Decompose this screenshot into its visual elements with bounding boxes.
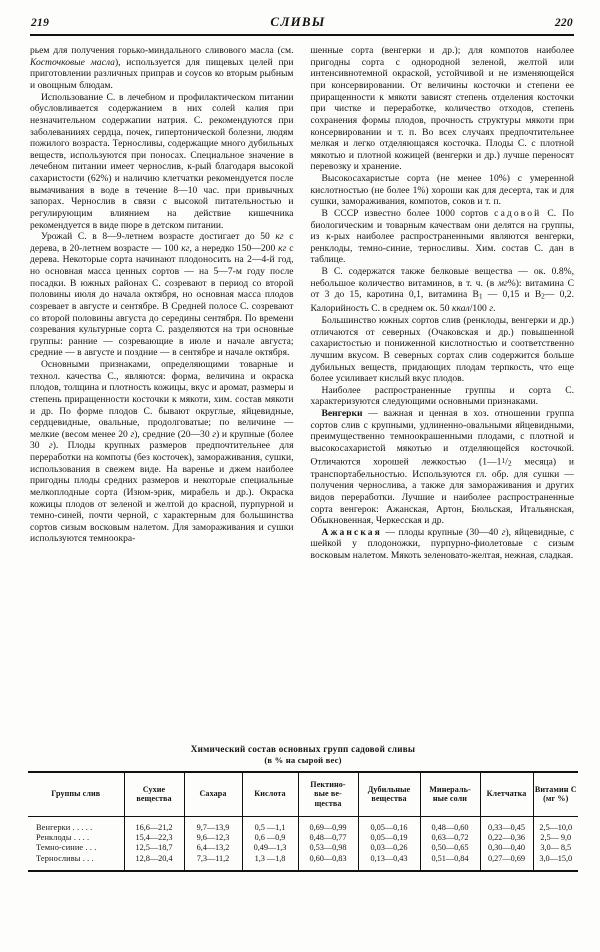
row-label: Ренклоды . . . . xyxy=(28,833,124,843)
col-header-sugars: Сахара xyxy=(184,772,242,816)
cell: 0,50—0,65 xyxy=(420,843,480,853)
row-label: Темно-синие . . . xyxy=(28,843,124,853)
col-header-vitamin-c: Витамин С (мг %) xyxy=(533,772,578,816)
paragraph: Наиболее распространенные группы и сорта С. характеризуются следующими основными признаками. xyxy=(310,384,574,408)
cell: 15,4—22,3 xyxy=(124,833,184,843)
cell: 0,48—0,60 xyxy=(420,816,480,833)
col-header-tannins: Дубильные вещества xyxy=(358,772,420,816)
paragraph: Урожай С. в 8—9-летнем возрасте достигает до 50 кг с дерева, в 20-летнем возрасте — 100 кг, а нередко 150—200 кг с дерева. Некоторые сорта начинают плодоносить на 2—4-й год, но основная масса ценных сортов — на 5—7-м году после посадки. В южных районах С. созревают в период со второй половины июля до начала октября, но основная масса плодов созревает в августе и сентябре. В Средней полосе С. созревают со второй половины августа до середины сентября. По времени созревания культурные сорта С. разделяются на три основные группы: ранние — созревающие в июле и начале августа; средние — в августе и поздние — в сентябре и начале октября. xyxy=(30,231,294,359)
cell: 0,27—0,69 xyxy=(480,854,533,871)
cell: 1,3 —1,8 xyxy=(242,854,298,871)
table-subtitle: (в % на сырой вес) xyxy=(264,755,342,766)
cell: 0,33—0,45 xyxy=(480,816,533,833)
folio-left: 219 xyxy=(31,17,50,29)
paragraph: Использование С. в лечебном и профилактическом питании обусловливается содержанием в них солей калия при незначительном содержапии натрия. С. рекомендуются при заболеванииях сердца, почек, гипертонической болезни, людям пожилого возраста. Терносливы, содержащие много дубильных веществ, используются при поносах. Специальное значение в лечебном питании имеет чернослив, к-рый благодаря высокой сахаристости (62%) и наличию клетчатки рекомендуется после вымачивания в воде в течение 8—10 час. при привычных запорах. Чернослив в связи с высокой питательностью и регулирующим влиянием на действие кишечника рекомендуется в виде пюре в детском питании. xyxy=(30,91,294,231)
right-column xyxy=(311,45,575,562)
paragraph: Высокосахаристые сорта (не менее 10%) с умеренной кислотностью (не более 1%) хороши как для десерта, так и для сушки, замораживания, компотов, соков и т. п. xyxy=(310,173,574,208)
col-header-group: Группы слив xyxy=(28,772,124,816)
col-header-fiber: Клетчатка xyxy=(480,772,533,816)
cross-reference: Косточковые масла xyxy=(30,56,115,68)
table-row xyxy=(28,833,578,843)
cell: 6,4—13,2 xyxy=(184,843,242,853)
cell: 0,30—0,40 xyxy=(480,843,533,853)
paragraph: шенные сорта (венгерки и др.); для компотов наиболее пригодны сорта с однородной зеленой, желтой или интенсивнотемной окраской, устойчивой и не изменяющейся при консервировании. От величины косточки и степени ее приращенности к мякоти зависят степень отделения косточки при чистке и переработке, количество отходов, степень сохранения формы плодов, прочность структуры мякоти при консервировании и т. п. Во всех случаях предпочтительнее мелкая и легко отделяющаяся косточка. Плоды С. с плотной мякотью и плотной кожицей (венгерки и др.) лучше переносят перевозку и хранение. xyxy=(310,45,574,173)
table-row xyxy=(28,816,578,833)
folio-right: 220 xyxy=(554,17,573,29)
cell: 0,60—0,83 xyxy=(298,854,358,871)
cell: 0,05—0,19 xyxy=(358,833,420,843)
cell: 16,6—21,2 xyxy=(124,816,184,833)
paragraph: Венгерки — важная и ценная в хоз. отношении группа сортов слив с крупными, удлиненно-овальными яйцевидными, преимущественно темноокрашенными плодами, с плотной и высокосахаристой мякотью и отделяющейся косточкой. Отличаются хорошей лежкостью (1—11/2 месяца) и транспортабельностью. Используются гл. обр. для сушки — получения чернослива, а также для замораживания и других видов переработки. Лучшие и наиболее распространенные сорта венгерок: Ажанская, Артон, Бюльская, Итальянская, Обыкновенная, Черкесская и др. xyxy=(310,408,574,527)
paragraph: Ажанская — плоды крупные (30—40 г), яйцевидные, с шейкой у плодоножки, пурпурно-фиолетовые с сизым восковым налетом. Мякоть зеленовато-желтая, нежная, сладкая. xyxy=(310,526,574,562)
cell: 0,49—1,3 xyxy=(242,843,298,853)
col-header-minerals: Минераль- ные соли xyxy=(420,772,480,816)
chemical-composition-table xyxy=(28,771,578,872)
cell: 0,6 —0,9 xyxy=(242,833,298,843)
header-rule xyxy=(30,34,574,36)
cell: 0,51—0,84 xyxy=(420,854,480,871)
cell: 2,5— 9,0 xyxy=(540,833,572,842)
paragraph: В С. содержатся также белковые вещества — ок. 0.8%, небольшое количество витаминов, в т. ч. (в мг%): витамина С от 3 до 15, каротина 0,1, витамина $B_1$ — 0,15 и $B_2—$ 0,2. Калорийность С. в среднем ок. 50 ккал/100 г. xyxy=(310,266,575,315)
cell: 0,22—0,36 xyxy=(480,833,533,843)
table-row xyxy=(28,843,578,853)
cell: 9,6—12,3 xyxy=(184,833,242,843)
col-header-acid: Кислота xyxy=(242,772,298,816)
table-title: Химический состав основных групп садовой сливы xyxy=(190,744,416,754)
table-body xyxy=(28,816,578,871)
cell: 0,5 —1,1 xyxy=(242,816,298,833)
cell: 0,63—0,72 xyxy=(420,833,480,843)
cell: 3,0—15,0 xyxy=(539,853,573,863)
row-label: Венгерки . . . . . xyxy=(28,816,124,833)
cell: 0,05—0,16 xyxy=(358,816,420,833)
cell: 9,7—13,9 xyxy=(184,816,242,833)
cell: 0,13—0,43 xyxy=(358,854,420,871)
cell: 0,03—0,26 xyxy=(358,843,420,853)
paragraph: рьем для получения горько-миндального сливового масла (см. Косточковые масла), используется для пищевых целей при приготовлении различных приправ и соусов ко вторым рыбным и овощным блюдам. xyxy=(30,45,294,92)
col-header-pectin: Пектино- вые ве- щества xyxy=(298,772,358,816)
table-header-row xyxy=(28,772,578,816)
left-column xyxy=(30,45,294,545)
cell: 12,5—18,7 xyxy=(124,843,184,853)
cell: 12,8—20,4 xyxy=(124,854,184,871)
col-header-dry-matter: Сухие вещества xyxy=(124,772,184,816)
cell: 0,48—0,77 xyxy=(298,833,358,843)
body-columns xyxy=(30,45,574,562)
cell: 2,5—10,0 xyxy=(539,822,573,832)
cell: 3,0— 8,5 xyxy=(540,843,572,853)
paragraph: В СССР известно более 1000 сортов садовой С. По биологическим и товарным качествам они делятся на группы, из к-рых наиболее распространенными являются венгерки, ренклоды, темно-синие, терносливы. Хим. состав С. дан в таблице. xyxy=(310,207,574,266)
cell: 0,69—0,99 xyxy=(298,816,358,833)
running-head xyxy=(30,14,574,33)
cell: 7,3—11,2 xyxy=(184,854,242,871)
paragraph: Основными признаками, определяющими товарные и технол. качества С., являются: форма, величина и окраска плодов, толщина и плотность кожицы, вкус и аромат, размеры и степень приращенности косточки к мякоти, хим. состав мякоти и др. По форме плодов С. бывают округлые, яйцевидные, сердцевидные, овальные, продолговатые; по величине — мелкие (весом менее 20 г), средние (20—30 г) и крупные (более 30 г). Плоды крупных размеров предпочтительнее для переработки на компоты (без косточек), замораживания, сушки, использования в свежем виде. На варенье и джем наиболее пригодны плоды средних размеров и некоторые специальные мелкоплодные сорта (Изюм-эрик, мирабель и др.). Окраска кожицы плодов от зеленой и желтой до красной, пурпурной и темно-синей, почти черной, с характерным для большинства сортов сизым восковым налетом. Для замораживания и сушки используются темноокра- xyxy=(30,359,294,545)
chemical-composition-table-block xyxy=(28,744,578,872)
page-title: СЛИВЫ xyxy=(270,14,326,29)
cell: 0,53—0,98 xyxy=(298,843,358,853)
table-row xyxy=(28,854,578,871)
row-label: Терносливы . . . xyxy=(28,854,124,871)
paragraph: Большинство южных сортов слив (ренклоды, венгерки и др.) отличаются от северных (Очаковская и др.) повышенной сахаристостью и пониженной кислотностью и соответственно лучшим вкусом. В северных сортах слив содержится больше дубильных веществ, придающих плодам терпкость, что еще более усиливает кислый вкус плодов. xyxy=(310,315,574,385)
